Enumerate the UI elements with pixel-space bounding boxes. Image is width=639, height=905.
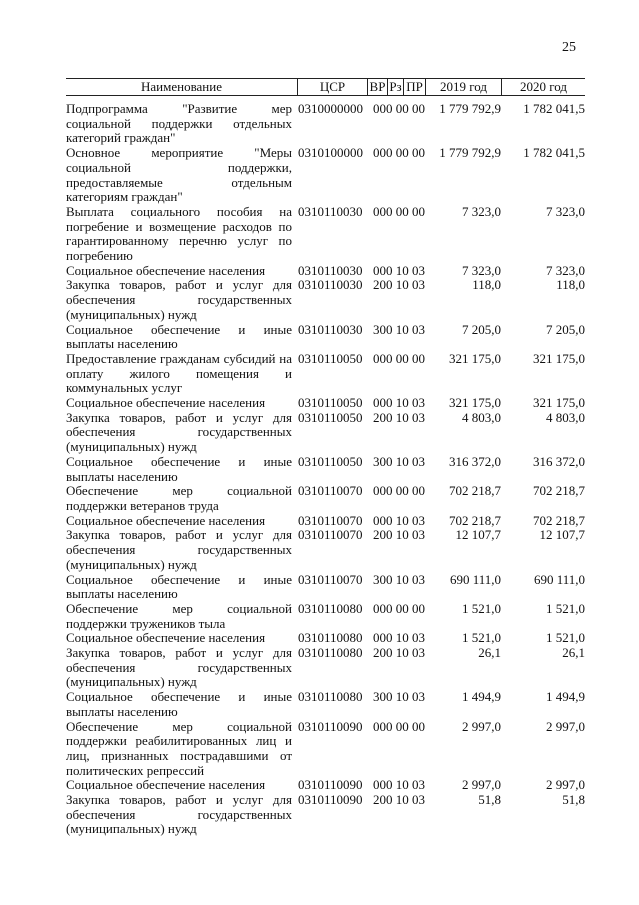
- table-row: [66, 264, 585, 279]
- row-value-2019: 1 494,9: [462, 689, 501, 705]
- table-header: [66, 78, 585, 96]
- table-row: [66, 573, 585, 602]
- table-row: [66, 602, 585, 631]
- row-value-2019: 118,0: [472, 277, 501, 293]
- row-csr: 0310110050: [298, 395, 363, 411]
- row-name: Социальное обеспечение населения: [66, 777, 266, 793]
- row-codes: 000 10 03: [373, 512, 425, 528]
- row-codes: 000 00 00: [373, 350, 425, 366]
- row-value-2019: 321 175,0: [449, 350, 501, 366]
- row-codes: 300 10 03: [373, 321, 425, 337]
- row-name: Социальное обеспечение населения: [66, 512, 266, 528]
- row-codes: 000 10 03: [373, 395, 425, 411]
- row-name: Социальное обеспечение населения: [66, 262, 266, 278]
- header-rz: Рз: [387, 79, 403, 95]
- row-value-2020: 1 782 041,5: [523, 101, 585, 116]
- row-csr: 0310110080: [298, 689, 363, 705]
- row-csr: 0310110050: [298, 409, 363, 425]
- row-value-2020: 26,1: [562, 645, 585, 661]
- row-codes: 200 10 03: [373, 277, 425, 293]
- table-row: [66, 323, 585, 352]
- row-value-2019: 7 323,0: [462, 203, 501, 219]
- row-value-2020: 702 218,7: [533, 512, 585, 528]
- row-name: Основное мероприятие "Меры социальной поддержки, предоставляемые отдельным категориям граждан": [66, 145, 292, 205]
- row-codes: 000 10 03: [373, 630, 425, 646]
- budget-table: [66, 78, 585, 837]
- row-value-2019: 1 779 792,9: [439, 145, 501, 161]
- page-number: 25: [562, 40, 576, 55]
- row-value-2019: 7 323,0: [462, 262, 501, 278]
- row-name: Закупка товаров, работ и услуг для обеспечения государственных (муниципальных) нужд: [66, 527, 292, 572]
- row-name: Социальное обеспечение населения: [66, 395, 266, 411]
- row-csr: 0310110050: [298, 453, 363, 469]
- table-row: [66, 720, 585, 779]
- row-value-2020: 321 175,0: [533, 395, 585, 411]
- row-name: Социальное обеспечение населения: [66, 630, 266, 646]
- table-row: [66, 352, 585, 396]
- row-csr: 0310110080: [298, 630, 363, 646]
- row-value-2019: 1 779 792,9: [439, 101, 501, 116]
- table-row: [66, 528, 585, 572]
- row-csr: 0310110030: [298, 321, 363, 337]
- row-value-2020: 7 323,0: [546, 203, 585, 219]
- row-name: Обеспечение мер социальной поддержки тружеников тыла: [66, 600, 292, 631]
- table-row: [66, 631, 585, 646]
- table-body: [66, 102, 585, 837]
- row-codes: 000 00 00: [373, 600, 425, 616]
- row-value-2020: 1 782 041,5: [523, 145, 585, 161]
- row-csr: 0310110090: [298, 792, 363, 808]
- row-value-2020: 4 803,0: [546, 409, 585, 425]
- row-csr: 0310110080: [298, 600, 363, 616]
- row-value-2019: 1 521,0: [462, 600, 501, 616]
- row-value-2020: 51,8: [562, 792, 585, 808]
- header-csr: ЦСР: [297, 79, 367, 95]
- row-value-2020: 690 111,0: [533, 571, 585, 587]
- row-name: Подпрограмма "Развитие мер социальной поддержки отдельных категорий граждан": [66, 101, 292, 146]
- table-row: [66, 411, 585, 455]
- row-value-2019: 702 218,7: [449, 483, 501, 499]
- row-csr: 0310110030: [298, 262, 363, 278]
- table-row: [66, 778, 585, 793]
- table-row: [66, 690, 585, 719]
- row-value-2020: 321 175,0: [533, 350, 585, 366]
- row-value-2019: 2 997,0: [462, 777, 501, 793]
- row-codes: 000 10 03: [373, 262, 425, 278]
- row-csr: 0310110080: [298, 645, 363, 661]
- row-name: Закупка товаров, работ и услуг для обеспечения государственных (муниципальных) нужд: [66, 277, 292, 322]
- row-value-2019: 1 521,0: [462, 630, 501, 646]
- row-codes: 000 00 00: [373, 101, 425, 116]
- row-value-2019: 690 111,0: [449, 571, 501, 587]
- row-csr: 0310110090: [298, 777, 363, 793]
- row-name: Выплата социального пособия на погребение и возмещение расходов по гарантированному перечню услуг по погребению: [66, 203, 292, 264]
- row-codes: 000 10 03: [373, 777, 425, 793]
- header-2019: 2019 год: [425, 79, 501, 95]
- table-row: [66, 793, 585, 837]
- row-codes: 200 10 03: [373, 527, 425, 543]
- row-csr: 0310110090: [298, 718, 363, 734]
- table-row: [66, 396, 585, 411]
- row-name: Закупка товаров, работ и услуг для обеспечения государственных (муниципальных) нужд: [66, 792, 292, 837]
- row-value-2020: 316 372,0: [533, 453, 585, 469]
- row-csr: 0310110070: [298, 527, 363, 543]
- table-row: [66, 278, 585, 322]
- row-value-2020: 702 218,7: [533, 483, 585, 499]
- row-value-2019: 316 372,0: [449, 453, 501, 469]
- row-value-2020: 2 997,0: [546, 777, 585, 793]
- row-value-2019: 321 175,0: [449, 395, 501, 411]
- row-value-2019: 51,8: [478, 792, 501, 808]
- row-codes: 300 10 03: [373, 453, 425, 469]
- row-value-2020: 1 494,9: [546, 689, 585, 705]
- header-pr: ПР: [403, 79, 425, 95]
- table-row: [66, 455, 585, 484]
- row-codes: 300 10 03: [373, 571, 425, 587]
- row-value-2019: 4 803,0: [462, 409, 501, 425]
- row-codes: 300 10 03: [373, 689, 425, 705]
- row-csr: 0310100000: [298, 145, 363, 161]
- table-row: [66, 205, 585, 264]
- row-name: Обеспечение мер социальной поддержки ветеранов труда: [66, 483, 292, 513]
- row-value-2019: 702 218,7: [449, 512, 501, 528]
- row-csr: 0310110050: [298, 350, 363, 366]
- row-value-2020: 118,0: [556, 277, 585, 293]
- row-codes: 000 00 00: [373, 483, 425, 499]
- row-name: Социальное обеспечение и иные выплаты населению: [66, 453, 292, 484]
- row-csr: 0310110070: [298, 571, 363, 587]
- row-value-2019: 7 205,0: [462, 321, 501, 337]
- row-codes: 000 00 00: [373, 718, 425, 734]
- row-name: Предоставление гражданам субсидий на оплату жилого помещения и коммунальных услуг: [66, 350, 292, 396]
- table-row: [66, 646, 585, 690]
- row-value-2020: 7 205,0: [546, 321, 585, 337]
- table-row: [66, 484, 585, 513]
- row-codes: 200 10 03: [373, 645, 425, 661]
- row-value-2020: 1 521,0: [546, 600, 585, 616]
- row-name: Обеспечение мер социальной поддержки реабилитированных лиц и лиц, признанных пострадавшими от политических репрессий: [66, 718, 292, 778]
- row-value-2020: 1 521,0: [546, 630, 585, 646]
- row-value-2019: 2 997,0: [462, 718, 501, 734]
- row-csr: 0310000000: [298, 101, 363, 116]
- row-name: Закупка товаров, работ и услуг для обеспечения государственных (муниципальных) нужд: [66, 645, 292, 690]
- header-vr: ВР: [367, 79, 387, 95]
- row-name: Социальное обеспечение и иные выплаты населению: [66, 689, 292, 719]
- table-row: [66, 102, 585, 146]
- row-codes: 200 10 03: [373, 409, 425, 425]
- row-csr: 0310110030: [298, 277, 363, 293]
- table-row: [66, 146, 585, 205]
- table-row: [66, 514, 585, 529]
- row-name: Закупка товаров, работ и услуг для обеспечения государственных (муниципальных) нужд: [66, 409, 292, 455]
- row-value-2019: 12 107,7: [455, 527, 501, 543]
- row-codes: 000 00 00: [373, 203, 425, 219]
- row-csr: 0310110030: [298, 203, 363, 219]
- row-csr: 0310110070: [298, 512, 363, 528]
- row-value-2020: 12 107,7: [539, 527, 585, 543]
- row-csr: 0310110070: [298, 483, 363, 499]
- row-codes: 000 00 00: [373, 145, 425, 161]
- row-value-2020: 2 997,0: [546, 718, 585, 734]
- row-name: Социальное обеспечение и иные выплаты населению: [66, 571, 292, 602]
- row-value-2019: 26,1: [478, 645, 501, 661]
- row-codes: 200 10 03: [373, 792, 425, 808]
- header-2020: 2020 год: [501, 79, 585, 95]
- header-name: Наименование: [141, 79, 222, 94]
- row-name: Социальное обеспечение и иные выплаты населению: [66, 321, 292, 352]
- row-value-2020: 7 323,0: [546, 262, 585, 278]
